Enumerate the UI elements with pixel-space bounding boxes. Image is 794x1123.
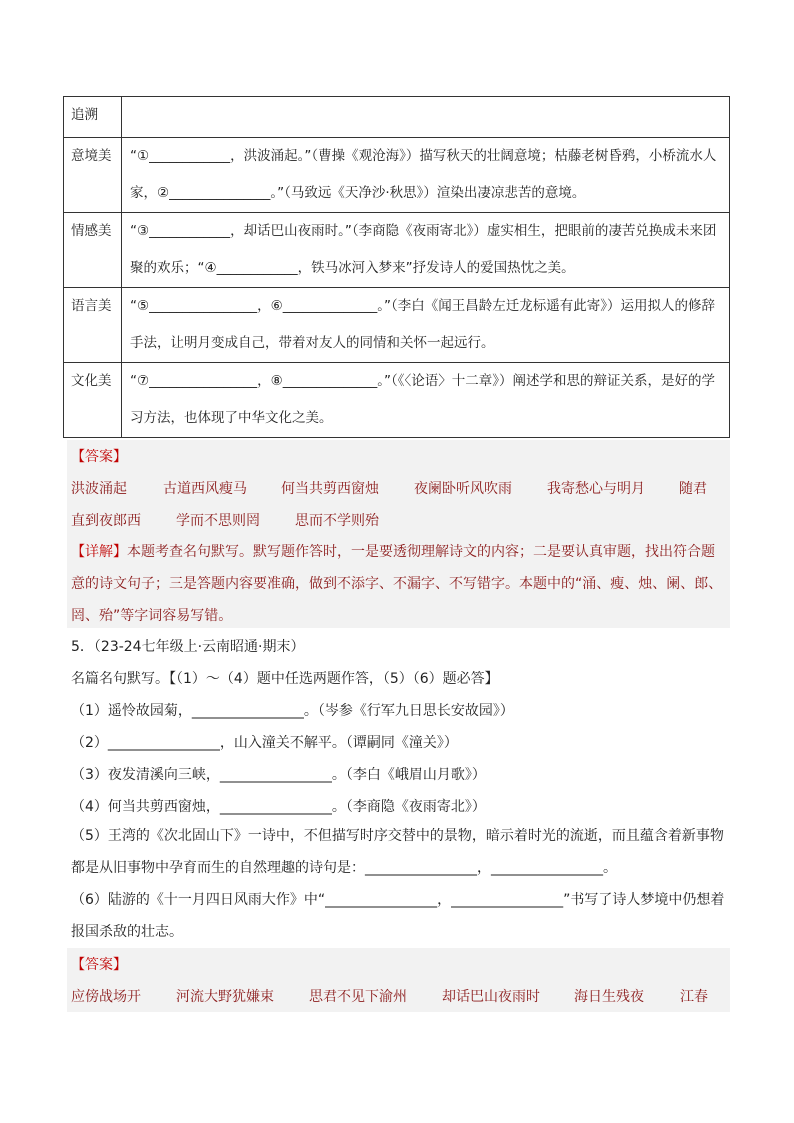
answer-item: 何当共剪西窗烛 (281, 481, 379, 497)
detail-paragraph (71, 536, 727, 632)
question-item: （4）何当共剪西窗烛，________________。（李商隐《夜雨寄北》） (71, 799, 486, 815)
question-instruction: 名篇名句默写。【（1）～（4）题中任选两题作答，（5）（6）题必答】 (71, 671, 499, 687)
question-item: （5）王湾的《次北固山下》一诗中，不但描写时序交替中的景物，暗示着时光的流逝，而且蕴含着新事物都是从旧事物中孕育而生的自然理趣的诗句是：________________，________________。 (71, 828, 724, 876)
row-label: 情感美 (64, 213, 122, 288)
answer-item: 古道西风瘦马 (163, 481, 247, 497)
answer-label-row (67, 948, 730, 980)
question-item: （6）陆游的《十一月四日风雨大作》中“________________，________________”书写了诗人梦境中仍想着报国杀敌的壮志。 (71, 892, 725, 940)
question-item: （2）________________，山入潼关不解平。（谭嗣同《潼关》） (71, 735, 458, 751)
row-label: 追溯 (64, 97, 122, 138)
answer-row (67, 980, 730, 1012)
answer-item: 海日生残夜 (574, 989, 644, 1005)
row-content: “⑦________________，⑧______________。”（《〈论语〉十二章》）阐述学和思的辩证关系，是好的学习方法，也体现了中华文化之美。 (122, 363, 730, 438)
row-content: “⑤________________，⑥______________。”（李白《闻王昌龄左迁龙标遥有此寄》）运用拟人的修辞手法，让明月变成自己，带着对友人的同情和关怀一起远行。 (122, 288, 730, 363)
answer-item: 江春 (680, 989, 708, 1005)
answer-item: 直到夜郎西 (71, 513, 141, 529)
table-row (64, 288, 730, 363)
row-content: “③____________，却话巴山夜雨时。”（李商隐《夜雨寄北》）虚实相生，把眼前的凄苦兑换成未来团聚的欢乐；“④____________，铁马冰河入梦来”抒发诗人的爱国热忱之美。 (122, 213, 730, 288)
row-label: 语言美 (64, 288, 122, 363)
detail-block (67, 536, 730, 628)
row-label: 文化美 (64, 363, 122, 438)
answer-item: 却话巴山夜雨时 (442, 989, 540, 1005)
answer-item: 思君不见下渝州 (309, 989, 407, 1005)
question-item: （1）遥怜故园菊，________________。（岑参《行军九日思长安故园》） (71, 703, 514, 719)
table-row (64, 213, 730, 288)
answer-item: 学而不思则罔 (176, 513, 260, 529)
answer-item: 应傍战场开 (71, 989, 141, 1005)
answer-item: 洪波涌起 (71, 481, 127, 497)
table-row (64, 138, 730, 213)
answer-item: 河流大野犹嫌束 (176, 989, 274, 1005)
question-header: 5．（23-24七年级上·云南昭通·期末） (71, 639, 305, 655)
row-content (122, 97, 730, 138)
row-content: “①____________，洪波涌起。”（曹操《观沧海》）描写秋天的壮阔意境；枯藤老树昏鸦，小桥流水人家，②_______________。”（马致远《天净沙·秋思》）渲染出凄凉悲苦的意境。 (122, 138, 730, 213)
detail-text: 本题考查名句默写。默写题作答时，一是要透彻理解诗文的内容；二是要认真审题，找出符合题意的诗文句子；三是答题内容要准确，做到不添字、不漏字、不写错字。本题中的“涌、瘦、烛、阑、郎、罔、殆”等字词容易写错。 (71, 544, 723, 624)
answer-row (67, 472, 730, 504)
table-row (64, 97, 730, 138)
answer-label: 【答案】 (71, 449, 127, 465)
table-row (64, 363, 730, 438)
answer-label: 【答案】 (71, 957, 127, 973)
answer-item: 随君 (679, 481, 707, 497)
answer-label-row (67, 440, 730, 472)
poem-beauty-table (63, 96, 730, 438)
row-label: 意境美 (64, 138, 122, 213)
detail-label: 【详解】 (71, 544, 127, 560)
answer-item: 思而不学则殆 (295, 513, 379, 529)
answer-row (67, 504, 730, 536)
answer-item: 我寄愁心与明月 (547, 481, 645, 497)
answer-item: 夜阑卧听风吹雨 (414, 481, 512, 497)
question-item: （3）夜发清溪向三峡，________________。（李白《峨眉山月歌》） (71, 767, 486, 783)
